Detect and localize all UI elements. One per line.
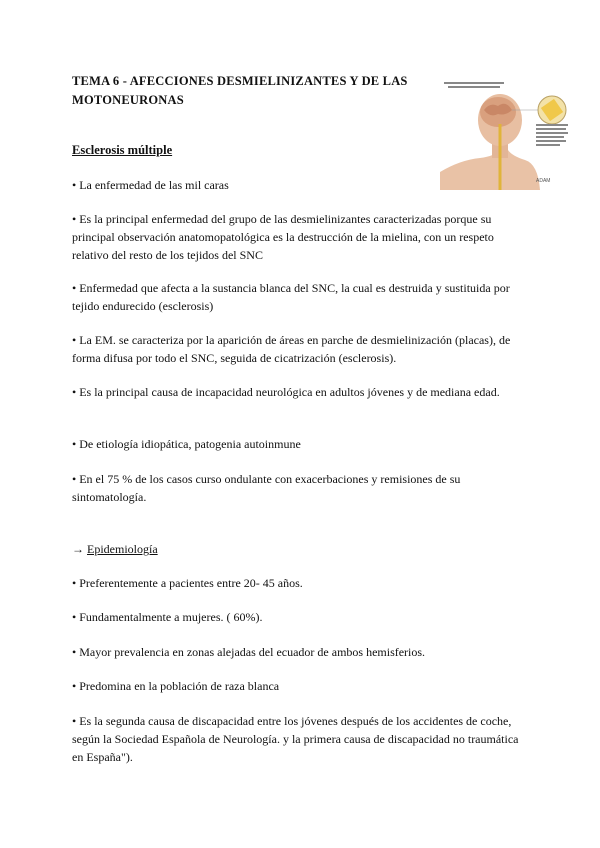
paragraph: • Es la segunda causa de discapacidad entre los jóvenes después de los accidentes de coche, según la Sociedad Española de Neurología. y la primera causa de discapacidad no traumática en España"). xyxy=(72,714,519,764)
paragraph: • Es la principal causa de incapacidad neurológica en adultos jóvenes y de mediana edad. xyxy=(72,385,500,399)
paragraph: • Preferentemente a pacientes entre 20- 45 años. xyxy=(72,576,303,590)
brain-nerve-illustration-icon xyxy=(440,80,570,190)
subheading xyxy=(72,542,158,557)
paragraph: • Enfermedad que afecta a la sustancia blanca del SNC, la cual es destruida y sustituida por tejido endurecido (esclerosis) xyxy=(72,281,510,313)
paragraph: • De etiología idiopática, patogenia autoinmune xyxy=(72,437,301,451)
paragraph: • En el 75 % de los casos curso ondulante con exacerbaciones y remisiones de su sintomatología. xyxy=(72,472,461,504)
arrow-icon: → xyxy=(72,542,84,556)
document-title: TEMA 6 - AFECCIONES DESMIELINIZANTES Y DE LAS MOTONEURONAS xyxy=(72,74,408,107)
paragraph: • Predomina en la población de raza blanca xyxy=(72,679,280,693)
illustration-credit: ADAM xyxy=(536,178,551,184)
subheading-label: Epidemiología xyxy=(87,542,158,556)
paragraph: • Fundamentalmente a mujeres. ( 60%). xyxy=(72,610,263,624)
paragraph: • Es la principal enfermedad del grupo de las desmielinizantes caracterizadas porque su principal observación anatomopatológica es la destrucción de la mielina, con un respeto relativo del resto de los tejidos del SNC xyxy=(72,212,494,262)
paragraph: • La enfermedad de las mil caras xyxy=(72,178,229,192)
multiple-sclerosis-illustration xyxy=(440,80,570,190)
section-heading: Esclerosis múltiple xyxy=(72,143,173,157)
paragraph: • Mayor prevalencia en zonas alejadas del ecuador de ambos hemisferios. xyxy=(72,645,426,659)
paragraph: • La EM. se caracteriza por la aparición de áreas en parche de desmielinización (placas), de forma difusa por todo el SNC, seguida de cicatrización (esclerosis). xyxy=(72,333,511,365)
